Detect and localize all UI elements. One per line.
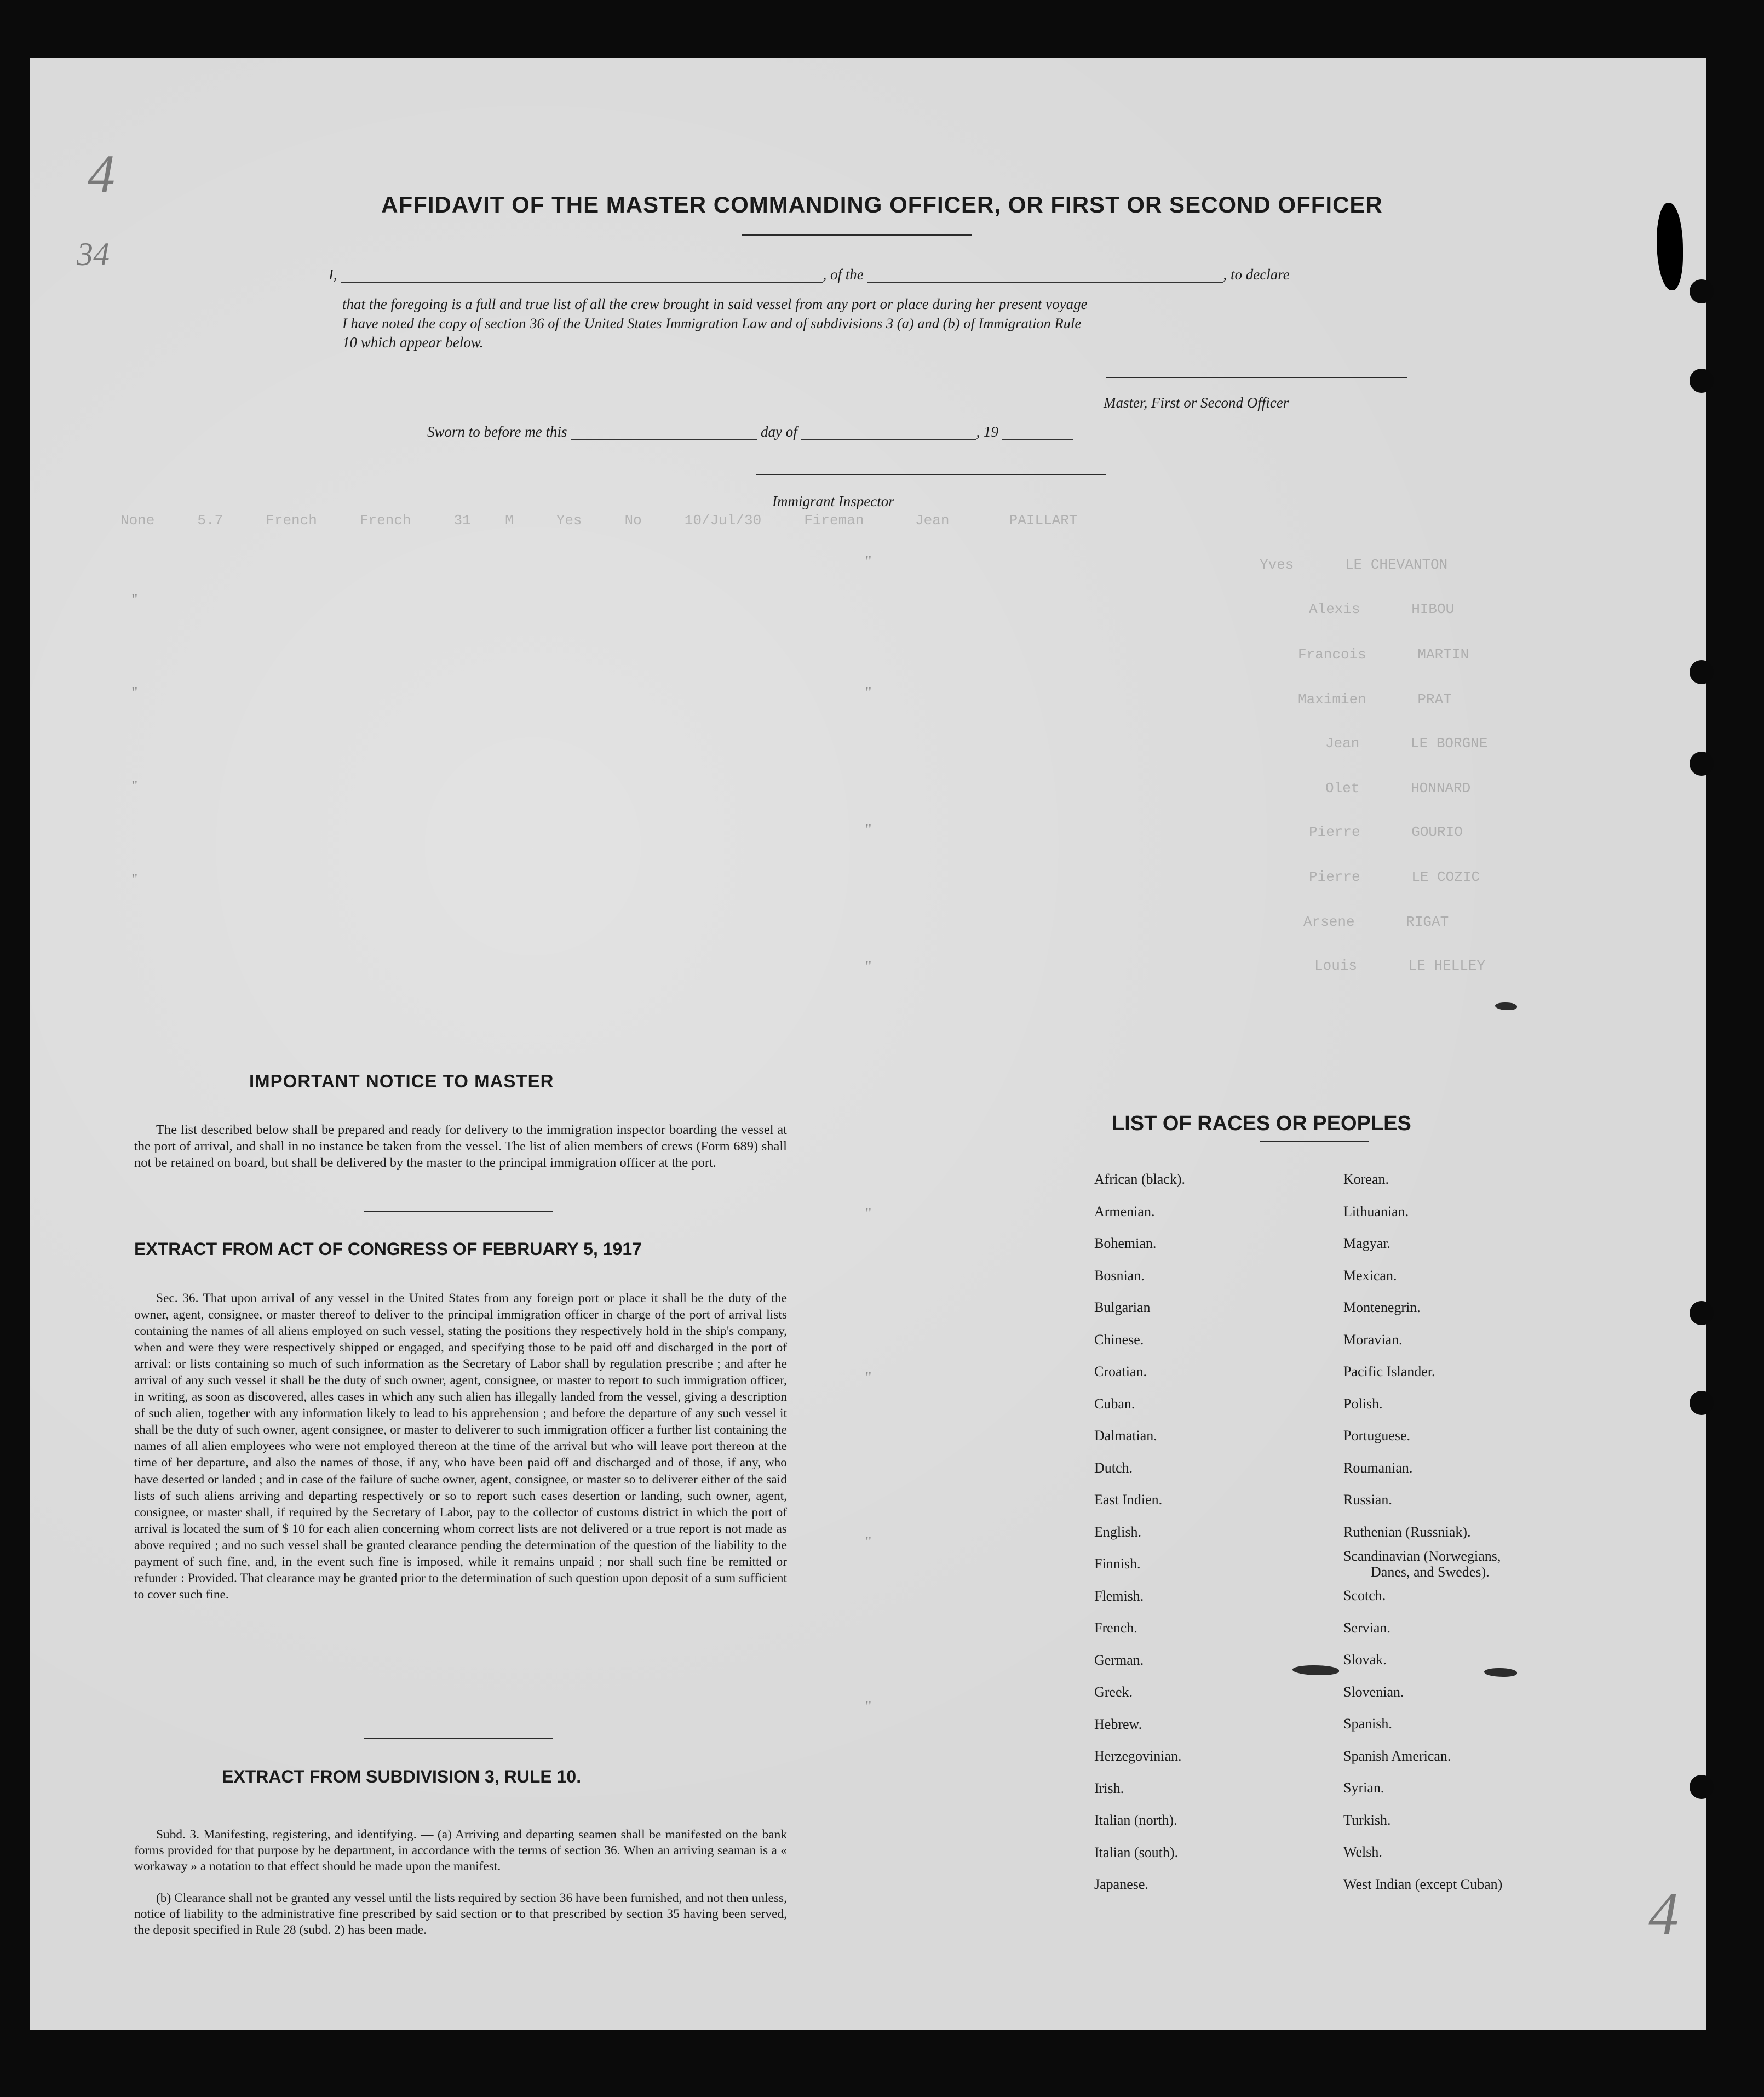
bleed-through-text: Louis LE HELLEY bbox=[1314, 958, 1486, 974]
to-declare-label: , to declare bbox=[1223, 266, 1290, 283]
binder-hole bbox=[1690, 279, 1714, 303]
bleed-through-text: Alexis HIBOU bbox=[1309, 601, 1455, 617]
bleed-through-text: Francois MARTIN bbox=[1298, 646, 1469, 663]
race-item: Irish. bbox=[1094, 1780, 1124, 1796]
notice-body: The list described below shall be prepared and ready for delivery to the immigration inspector boarding the vessel at the port of arrival, and shall in no instance be taken from the vessel. The list of alien members of crews (Form 689) shall not be retained on board, but shall be delivered by the master to the principal immigration officer at the port. bbox=[134, 1122, 787, 1170]
race-item: Moravian. bbox=[1343, 1331, 1403, 1348]
race-item: East Indien. bbox=[1094, 1492, 1163, 1508]
signature-line bbox=[1106, 377, 1407, 378]
year-label: , 19 bbox=[976, 423, 998, 440]
ditto-mark: " bbox=[865, 1534, 872, 1551]
race-item: Mexican. bbox=[1343, 1267, 1397, 1284]
race-item: Japanese. bbox=[1094, 1876, 1148, 1892]
binder-hole bbox=[1690, 660, 1714, 684]
race-item: Slovak. bbox=[1343, 1652, 1387, 1668]
race-item: German. bbox=[1094, 1652, 1144, 1668]
race-item: Dutch. bbox=[1094, 1459, 1133, 1476]
race-item: Syrian. bbox=[1343, 1780, 1384, 1796]
race-item: Korean. bbox=[1343, 1171, 1389, 1187]
bleed-through-text: Maximien PRAT bbox=[1298, 691, 1452, 708]
bleed-through-text: Pierre LE COZIC bbox=[1309, 869, 1480, 885]
vessel-blank[interactable] bbox=[867, 266, 1223, 283]
race-item: Italian (north). bbox=[1094, 1812, 1177, 1828]
master-signature-label: Master, First or Second Officer bbox=[1104, 394, 1289, 411]
i-label: I, bbox=[329, 266, 337, 283]
binder-hole bbox=[1690, 1775, 1714, 1799]
rule-extract-para-a: Subd. 3. Manifesting, registering, and identifying. — (a) Arriving and departing seamen shall be manifested on the bank forms provided for that purpose by he department, in accordance with the terms of section 36. When an arriving seaman is a « workaway » a notation to that effect should be made upon the manifest. bbox=[134, 1827, 787, 1873]
ditto-mark: " bbox=[131, 778, 138, 795]
sworn-line bbox=[427, 423, 1073, 440]
race-item: Portuguese. bbox=[1343, 1428, 1411, 1443]
inspector-signature-line bbox=[756, 474, 1106, 475]
section-divider bbox=[364, 1211, 553, 1212]
ditto-mark: " bbox=[865, 1698, 872, 1715]
ditto-mark: " bbox=[865, 822, 872, 839]
race-item: African (black). bbox=[1094, 1171, 1186, 1187]
race-item: Russian. bbox=[1343, 1492, 1392, 1508]
binder-hole bbox=[1690, 752, 1714, 776]
race-item: Welsh. bbox=[1343, 1844, 1382, 1860]
affidavit-title: AFFIDAVIT OF THE MASTER COMMANDING OFFICER, OR FIRST OR SECOND OFFICER bbox=[381, 192, 1383, 217]
bleed-through-text: Yves LE CHEVANTON bbox=[1260, 557, 1448, 573]
of-the-label: , of the bbox=[823, 266, 864, 283]
declaration-line-4: 10 which appear below. bbox=[342, 334, 484, 351]
name-blank[interactable] bbox=[341, 266, 823, 283]
bleed-through-text: Olet HONNARD bbox=[1325, 780, 1471, 797]
race-item: West Indian (except Cuban) bbox=[1343, 1876, 1503, 1892]
day-of-label: day of bbox=[761, 423, 797, 440]
ditto-mark: " bbox=[865, 1205, 872, 1222]
race-item: Italian (south). bbox=[1094, 1844, 1179, 1860]
race-item: Pacific Islander. bbox=[1343, 1363, 1435, 1379]
binder-hole bbox=[1690, 369, 1714, 393]
race-item: Slovenian. bbox=[1343, 1683, 1404, 1700]
rule-extract-title: EXTRACT FROM SUBDIVISION 3, RULE 10. bbox=[222, 1767, 582, 1786]
bleed-through-text: None 5.7 French French 31 M Yes No 10/Jul/30 Fireman Jean PAILLART bbox=[120, 512, 1078, 529]
race-item: Bosnian. bbox=[1094, 1267, 1145, 1284]
ditto-mark: " bbox=[865, 959, 872, 976]
race-item: Herzegovinian. bbox=[1094, 1748, 1182, 1764]
race-item: Bulgarian bbox=[1094, 1299, 1151, 1315]
race-item: Croatian. bbox=[1094, 1363, 1147, 1379]
ditto-mark: " bbox=[131, 592, 138, 609]
races-column-2 bbox=[1343, 1164, 1502, 1900]
handwritten-mark: 4 bbox=[1648, 1880, 1679, 1947]
title-underline bbox=[742, 234, 972, 236]
race-item: Finnish. bbox=[1094, 1556, 1141, 1572]
bleed-through-text: Arsene RIGAT bbox=[1303, 914, 1449, 930]
ditto-mark: " bbox=[865, 685, 872, 702]
binder-hole bbox=[1690, 1391, 1714, 1415]
race-item: Ruthenian (Russniak). bbox=[1343, 1523, 1471, 1540]
race-item: Magyar. bbox=[1343, 1235, 1390, 1251]
ditto-mark: " bbox=[865, 553, 872, 570]
declaration-line-2: that the foregoing is a full and true list of all the crew brought in said vessel from any port or place during her present voyage bbox=[342, 296, 1088, 312]
race-item: Spanish. bbox=[1343, 1716, 1392, 1732]
immigrant-inspector-label: Immigrant Inspector bbox=[772, 493, 894, 509]
act-extract-title: EXTRACT FROM ACT OF CONGRESS OF FEBRUARY 5, 1917 bbox=[134, 1239, 642, 1259]
race-item: Bohemian. bbox=[1094, 1235, 1157, 1251]
race-item: Chinese. bbox=[1094, 1331, 1144, 1348]
race-item: Danes, and Swedes). bbox=[1371, 1564, 1490, 1580]
race-item: French. bbox=[1094, 1620, 1137, 1636]
race-item: Servian. bbox=[1343, 1619, 1390, 1636]
bleed-through-text: Pierre GOURIO bbox=[1309, 824, 1463, 840]
races-title: LIST OF RACES OR PEOPLES bbox=[1112, 1112, 1411, 1135]
declaration-line-3: I have noted the copy of section 36 of the United States Immigration Law and of subdivisions 3 (a) and (b) of Immigration Rule bbox=[342, 315, 1082, 331]
races-title-underline bbox=[1260, 1141, 1369, 1142]
binder-hole bbox=[1690, 1301, 1714, 1325]
handwritten-mark: 34 bbox=[77, 236, 110, 272]
ditto-mark: " bbox=[131, 871, 138, 888]
section-divider bbox=[364, 1738, 553, 1739]
declaration-line bbox=[329, 266, 1407, 283]
race-item: Turkish. bbox=[1343, 1812, 1391, 1828]
race-item: Spanish American. bbox=[1343, 1748, 1451, 1764]
race-item: Montenegrin. bbox=[1343, 1299, 1421, 1315]
race-item: Scandinavian (Norwegians, bbox=[1343, 1548, 1501, 1564]
race-item: Greek. bbox=[1094, 1684, 1133, 1700]
sworn-day-blank[interactable] bbox=[571, 423, 757, 440]
act-extract-body: Sec. 36. That upon arrival of any vessel in the United States from any foreign port or place it shall be the duty of the owner, agent, consignee, or master thereof to deliver to the principal immigration officer in charge of the port of arrival lists containing the names of all aliens employed on such vessel, stating the positions they respectively hold in the ship's company, when and were they were respectively shipped or engaged, and specifying those to be paid off and discharged in the port of arrival: or lists containing so much of such information as the Secretary of Labor shall by regulation prescribe ; and after he arrival of any such vessel it shall be the duty of such owner, agent, consignee, or master to report to such immigration officer, in writing, as soon as discovered, alles cases in which any such alien has illegally landed from the vessel, giving a description of such alien, together with any information likely to lead to his apprehension ; and before the departure of any such vessel it shall be the duty of such owner, agent consignee, or master to deliverer to such immigration officer a further list containing the names of all alien employees who were not employed thereon at the time of the arrival but who will leave port thereon at the time of her departure, and also the names of those, if any, who have been paid off and discharged and of those, if any, who have deserted or landed ; and in case of the failure of suche owner, agent, consignee, or master so to deliverer either of the said lists of such aliens arriving and departing respectively or so to report such cases desertion or landing, such owner, agent, consignee, or master shall, if required by the Secretary of Labor, pay to the collector of customs district in which the port of arrival is located the sum of $ 10 for each alien concerning whom correct lists are not delivered or a true report is not made as above required ; and no such vessel shall be granted clearance pending the determination of the question of the liability to the payment of such fine, and, in the event such fine is imposed, while it remains unpaid ; nor shall such fine be remitted or refunder : Provided. That clearance may be granted prior to the determination of such question upon deposit of a sum sufficient to cover such fine. bbox=[134, 1291, 787, 1602]
race-item: Armenian. bbox=[1094, 1203, 1155, 1219]
race-item: Polish. bbox=[1343, 1395, 1383, 1412]
ditto-mark: " bbox=[865, 1370, 872, 1386]
race-item: Scotch. bbox=[1343, 1588, 1386, 1603]
race-item: Lithuanian. bbox=[1343, 1203, 1409, 1219]
notice-title: IMPORTANT NOTICE TO MASTER bbox=[249, 1071, 554, 1091]
race-item: Roumanian. bbox=[1343, 1459, 1413, 1476]
race-item: Cuban. bbox=[1094, 1395, 1135, 1412]
race-item: English. bbox=[1094, 1523, 1141, 1540]
races-column-1 bbox=[1094, 1164, 1185, 1901]
race-item: Dalmatian. bbox=[1094, 1428, 1157, 1443]
ditto-mark: " bbox=[131, 685, 138, 702]
sworn-month-blank[interactable] bbox=[801, 423, 976, 440]
sworn-year-blank[interactable] bbox=[1002, 423, 1073, 440]
race-item: Flemish. bbox=[1094, 1588, 1144, 1604]
sworn-label: Sworn to before me this bbox=[427, 423, 567, 440]
bleed-through-text: Jean LE BORGNE bbox=[1325, 735, 1488, 752]
rule-extract-para-b: (b) Clearance shall not be granted any vessel until the lists required by section 36 have been furnished, and not then unless, notice of liability to the administrative fine prescribed by said section or to that prescribed by section 35 having been served, the deposit specified in Rule 28 (subd. 2) has been made. bbox=[134, 1891, 787, 1937]
handwritten-mark: 4 bbox=[88, 144, 115, 204]
race-item: Hebrew. bbox=[1094, 1716, 1142, 1732]
